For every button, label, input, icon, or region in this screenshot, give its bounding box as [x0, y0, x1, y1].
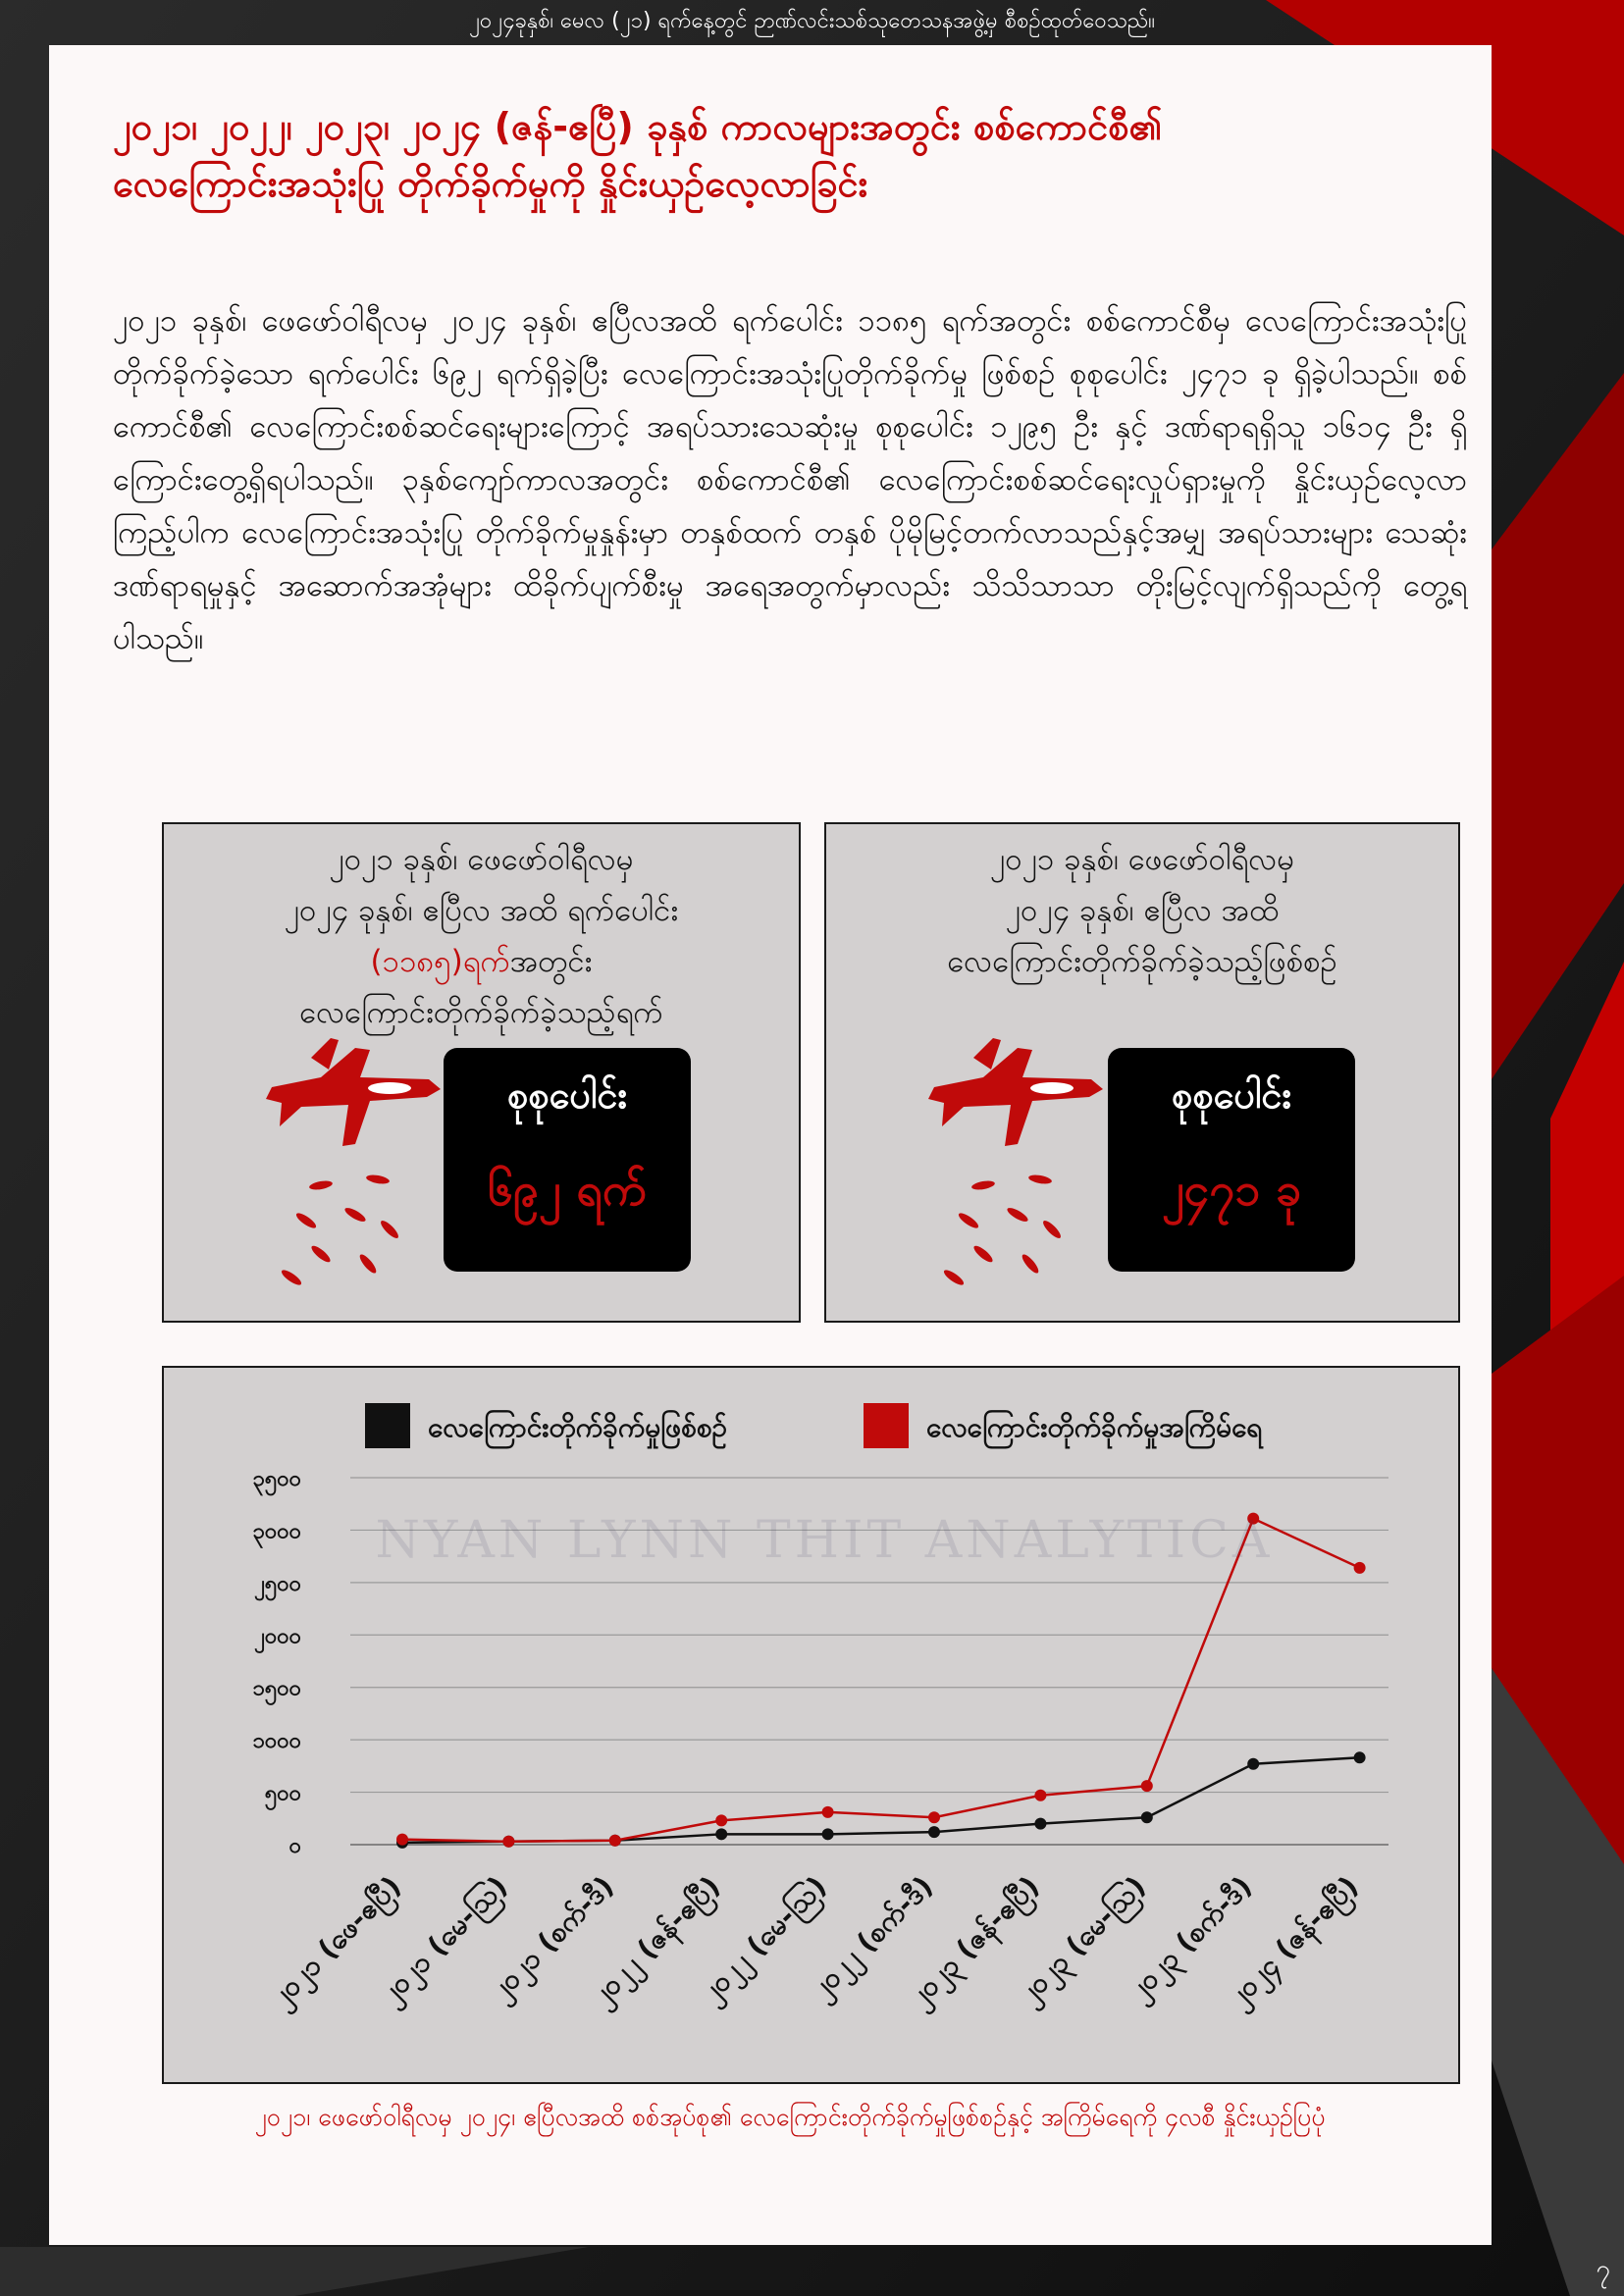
title-line-1: ၂၀၂၁၊ ၂၀၂၂၊ ၂၀၂၃၊ ၂၀၂၄ (ဇန်-ဧပြီ) ခုနှစ် ကာလများအတွင်း စစ်ကောင်စီ၏ — [113, 105, 1163, 148]
y-tick-label: ၂၀၀၀ — [254, 1624, 301, 1649]
stat-label — [164, 834, 799, 1038]
fighter-jet-bombs-icon — [262, 1028, 448, 1293]
data-point-series-1 — [928, 1826, 940, 1838]
total-incidents-card — [1108, 1048, 1355, 1272]
total-days-value: ၆၉၂ ရက် — [488, 1163, 647, 1216]
x-tick-label: ၂၀၂၄ (ဇန်-ဧပြီ) — [1221, 1869, 1365, 2013]
y-tick-label: ၁၅၀၀ — [252, 1676, 301, 1701]
stat-label-line: လေကြောင်းတိုက်ခိုက်ခဲ့သည့်ရက် — [299, 995, 663, 1030]
series-line-1 — [402, 1757, 1360, 1843]
data-point-series-2 — [502, 1836, 514, 1848]
data-point-series-1 — [1034, 1818, 1046, 1830]
fighter-jet-bombs-icon — [924, 1028, 1111, 1293]
legend-label-2: လေကြောင်းတိုက်ခိုက်မှုအကြိမ်ရေ — [926, 1411, 1263, 1443]
data-point-series-1 — [1354, 1751, 1366, 1763]
days-highlight: (၁၁၈၅)ရက် — [370, 944, 510, 979]
stat-label-line: ၂၀၂၁ ခုနှစ်၊ ဖေဖော်ဝါရီလမှ — [329, 842, 634, 877]
x-tick-label: ၂၀၂၂ (စက်-ဒီ) — [804, 1869, 939, 2006]
y-tick-label: ၃၅၀၀ — [252, 1467, 301, 1491]
y-tick-label: ၁၀၀၀ — [252, 1729, 301, 1754]
data-point-series-1 — [1247, 1758, 1259, 1770]
x-tick-label: ၂၀၂၂ (မေ-ဩ) — [694, 1869, 833, 2009]
stat-label-line — [164, 936, 799, 987]
stat-label-line: ၂၀၂၄ ခုနှစ်၊ ဧပြီလ အထိ ရက်ပေါင်း — [284, 893, 679, 928]
legend-label-1: လေကြောင်းတိုက်ခိုက်မှုဖြစ်စဉ် — [428, 1411, 727, 1443]
legend-swatch-1 — [365, 1403, 410, 1448]
y-tick-label: ၃၀၀၀ — [252, 1519, 301, 1544]
page-number: ၇ — [1596, 2255, 1610, 2284]
data-point-series-1 — [822, 1828, 834, 1840]
data-point-series-2 — [1141, 1780, 1153, 1792]
line-chart — [164, 1368, 1458, 2082]
data-point-series-1 — [1141, 1811, 1153, 1823]
data-point-series-1 — [715, 1828, 727, 1840]
y-tick-label: ၅၀၀ — [264, 1781, 301, 1806]
stat-label-line: လေကြောင်းတိုက်ခိုက်ခဲ့သည့်ဖြစ်စဉ် — [947, 944, 1337, 979]
data-point-series-2 — [609, 1835, 621, 1847]
x-tick-label: ၂၀၂၃ (စက်-ဒီ) — [1122, 1869, 1259, 2007]
watermark-text: NYAN LYNN THIT ANALYTICA — [375, 1511, 1274, 1570]
x-tick-label: ၂၀၂၁ (မေ-ဩ) — [373, 1869, 514, 2010]
data-point-series-2 — [1354, 1562, 1366, 1574]
data-point-series-2 — [1034, 1790, 1046, 1801]
publication-note: ၂၀၂၄ခုနှစ်၊ မေလ (၂၁) ရက်နေ့တွင် ဉာဏ်လင်းသစ်သုတေသနအဖွဲ့မှ စီစဉ်ထုတ်ဝေသည်။ — [469, 9, 1155, 33]
stat-label-fragment: အတွင်း — [509, 944, 593, 979]
chart-panel — [162, 1366, 1460, 2084]
data-point-series-2 — [928, 1811, 940, 1823]
data-point-series-2 — [715, 1814, 727, 1826]
x-tick-label: ၂၀၂၃ (ဇန်-ဧပြီ) — [902, 1869, 1046, 2013]
stat-box-attack-incidents — [824, 822, 1460, 1323]
legend-swatch-2 — [864, 1403, 909, 1448]
page-title — [113, 98, 1467, 212]
x-tick-label: ၂၀၂၃ (မေ-ဩ) — [1011, 1869, 1152, 2010]
x-tick-label: ၂၀၂၂ (ဇန်-ဧပြီ) — [584, 1869, 727, 2012]
title-line-2: လေကြောင်းအသုံးပြု တိုက်ခိုက်မှုကို နှိုင်းယှဉ်လေ့လာခြင်း — [113, 162, 868, 205]
stat-label-line: ၂၀၂၄ ခုနှစ်၊ ဧပြီလ အထိ — [1005, 893, 1280, 928]
stat-label — [826, 834, 1458, 987]
data-point-series-2 — [822, 1806, 834, 1818]
total-label: စုစုပေါင်း — [506, 1073, 628, 1117]
total-days-card — [444, 1048, 691, 1272]
chart-caption: ၂၀၂၁၊ ဖေဖော်ဝါရီလမှ ၂၀၂၄၊ ဧပြီလအထိ စစ်အုပ်စု၏ လေကြောင်းတိုက်ခိုက်မှုဖြစ်စဉ်နှင့် အကြိမ်ရေကို ၄လစီ နှိုင်းယှဉ်ပြပုံ — [254, 2103, 1326, 2131]
stat-box-attack-days — [162, 822, 801, 1323]
total-incidents-value: ၂၄၇၁ ခု — [1161, 1163, 1302, 1216]
stat-label-line: ၂၀၂၁ ခုနှစ်၊ ဖေဖော်ဝါရီလမှ — [990, 842, 1294, 877]
x-tick-label: ၂၀၂၁ (စက်-ဒီ) — [483, 1869, 620, 2007]
data-point-series-2 — [396, 1834, 408, 1846]
y-tick-label: ၀ — [288, 1834, 301, 1858]
total-label: စုစုပေါင်း — [1171, 1073, 1292, 1117]
x-tick-label: ၂၀၂၁ (ဖေ-ဧပြီ) — [263, 1869, 407, 2013]
summary-paragraph: ၂၀၂၁ ခုနှစ်၊ ဖေဖော်ဝါရီလမှ ၂၀၂၄ ခုနှစ်၊ ဧပြီလအထိ ရက်ပေါင်း ၁၁၈၅ ရက်အတွင်း စစ်ကောင်စီမှ လေကြောင်းအသုံးပြုတိုက်ခိုက်ခဲ့သော ရက်ပေါင်း ၆၉၂ ရက်ရှိခဲ့ပြီး လေကြောင်းအသုံးပြုတိုက်ခိုက်မှု ဖြစ်စဉ် စုစုပေါင်း ၂၄၇၁ ခု ရှိခဲ့ပါသည်။ စစ်ကောင်စီ၏ လေကြောင်းစစ်ဆင်ရေးများကြောင့် အရပ်သားသေဆုံးမှု စုစုပေါင်း ၁၂၉၅ ဦး နှင့် ဒဏ်ရာရရှိသူ ၁၆၁၄ ဦး ရှိကြောင်းတွေ့ရှိရပါသည်။ ၃နှစ်ကျော်ကာလအတွင်း စစ်ကောင်စီ၏ လေကြောင်းစစ်ဆင်ရေးလှုပ်ရှားမှုကို နှိုင်းယှဉ်လေ့လာကြည့်ပါက လေကြောင်းအသုံးပြု တိုက်ခိုက်မှုနှုန်းမှာ တနှစ်ထက် တနှစ် ပိုမိုမြင့်တက်လာသည်နှင့်အမျှ အရပ်သားများ သေဆုံးဒဏ်ရာရမှုနှင့် အဆောက်အအုံများ ထိခိုက်ပျက်စီးမှု အရေအတွက်မှာလည်း သိသိသာသာ တိုးမြင့်လျက်ရှိသည်ကို တွေ့ရပါသည်။ — [113, 303, 1467, 656]
y-tick-label: ၂၅၀၀ — [254, 1571, 301, 1596]
